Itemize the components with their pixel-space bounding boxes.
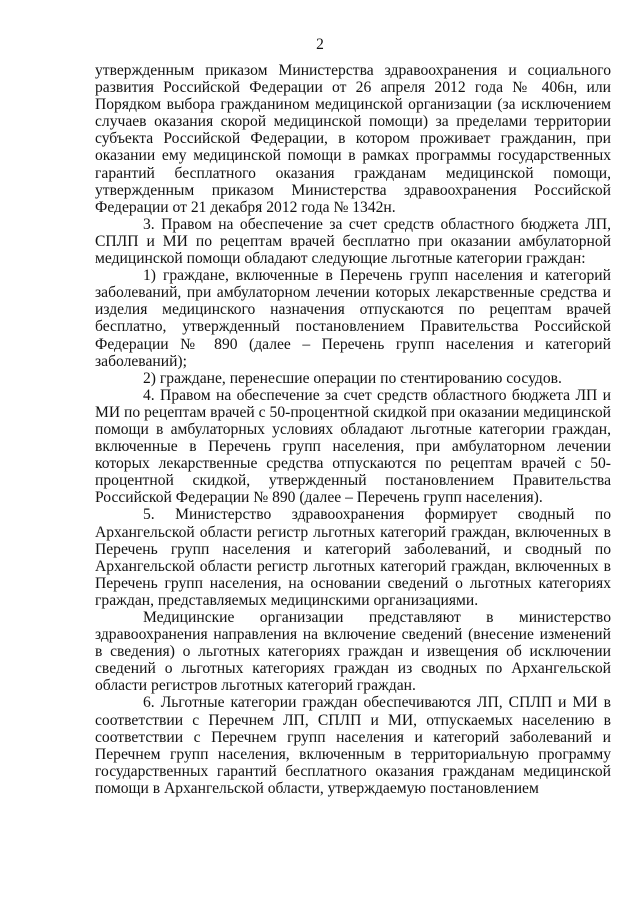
paragraph-subitem-2: 2) граждане, перенесшие операции по стентированию сосудов. <box>143 369 562 387</box>
paragraph-subitem-1: 1) граждане, включенные в Перечень групп населения и категорий заболеваний, при амбулаторном лечении которых лекарственные средства и изделия медицинского назначения отпускаются по рецептам врачей бесплатно, утвержденный постановлением Правительства Российской Федерации № 890 (далее – Перечень групп населения и категорий заболеваний); <box>95 267 611 370</box>
page-number: 2 <box>316 36 324 53</box>
paragraph-continuation: утвержденным приказом Министерства здравоохранения и социального развития Российской Федерации от 26 апреля 2012 года № 406н, или Порядком выбора гражданином медицинской организации (за исключением случаев оказания скорой медицинской помощи) за пределами территории субъекта Российской Федерации, в котором проживает гражданин, при оказании ему медицинской помощи в рамках программы государственных гарантий бесплатного оказания гражданам медицинской помощи, утвержденным приказом Министерства здравоохранения Российской Федерации от 21 декабря 2012 года № 1342н. <box>95 62 611 216</box>
document-body <box>95 62 611 797</box>
paragraph-medical-organizations: Медицинские организации представляют в министерство здравоохранения направления на включение сведений (внесение изменений в сведения) о льготных категориях граждан и извещения об исключении сведений о льготных категориях граждан из сводных по Архангельской области регистров льготных категорий граждан. <box>95 609 611 695</box>
paragraph-item-6: 6. Льготные категории граждан обеспечиваются ЛП, СПЛП и МИ в соответствии с Перечнем ЛП, СПЛП и МИ, отпускаемых населению в соответствии с Перечнем групп населения и категорий заболеваний и Перечнем групп населения, включенным в территориальную программу государственных гарантий бесплатного оказания гражданам медицинской помощи в Архангельской области, утверждаемую постановлением <box>95 694 611 797</box>
paragraph-item-4: 4. Правом на обеспечение за счет средств областного бюджета ЛП и МИ по рецептам врачей с 50-процентной скидкой при оказании медицинской помощи в амбулаторных условиях обладают льготные категории граждан, включенные в Перечень групп населения, при амбулаторном лечении которых лекарственные средства отпускаются по рецептам врачей с 50-процентной скидкой, утвержденный постановлением Правительства Российской Федерации № 890 (далее – Перечень групп населения). <box>95 386 611 507</box>
paragraph-item-3: 3. Правом на обеспечение за счет средств областного бюджета ЛП, СПЛП и МИ по рецептам врачей бесплатно при оказании амбулаторной медицинской помощи обладают следующие льготные категории граждан: <box>95 215 611 268</box>
paragraph-item-5: 5. Министерство здравоохранения формирует сводный по Архангельской области регистр льготных категорий граждан, включенных в Перечень групп населения и категорий заболеваний, и сводный по Архангельской области регистр льготных категорий граждан, включенных в Перечень групп населения, на основании сведений о льготных категориях граждан, представляемых медицинскими организациями. <box>95 506 611 609</box>
